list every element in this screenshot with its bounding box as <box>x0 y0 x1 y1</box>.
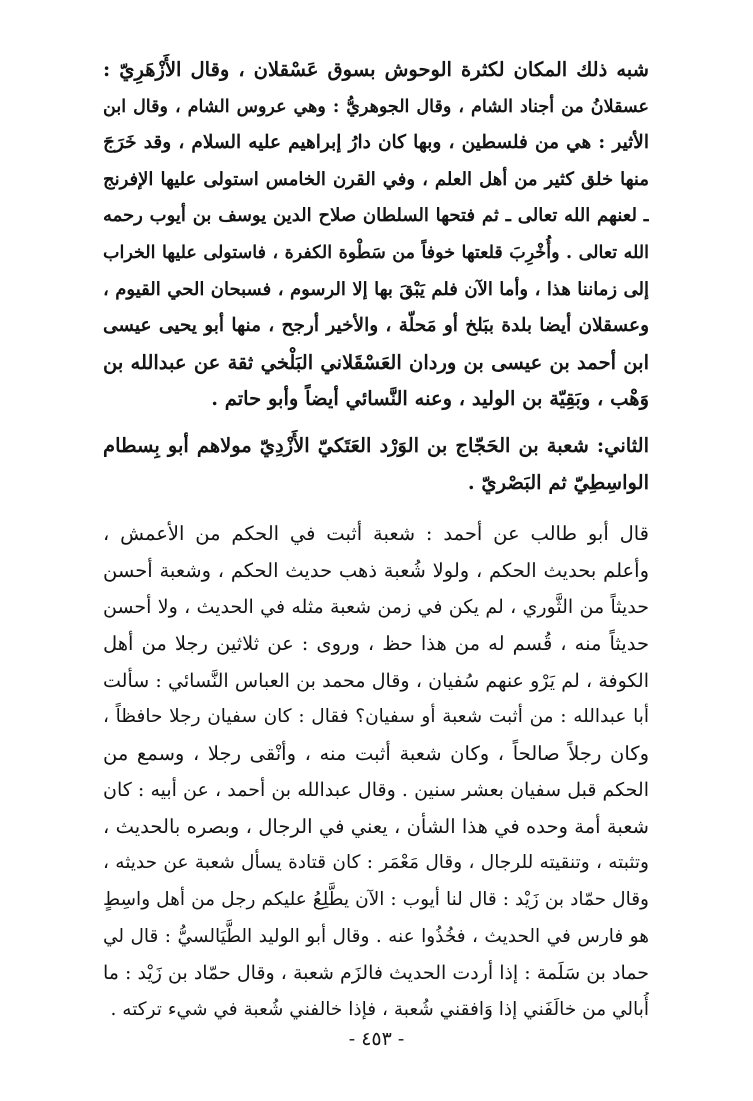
text-line: وتثبته ، وتنقيته للرجال ، وقال مَعْمَر : كان قتادة يسأل شعبة عن حديثه ، <box>103 852 649 874</box>
text-line: عسقلانُ من أجناد الشام ، وقال الجوهريُّ : وهي عروس الشام ، وقال ابن <box>103 96 649 117</box>
text-line: ـ لعنهم الله تعالى ـ ثم فتحها السلطان صلاح الدين يوسف بن أيوب رحمه <box>103 205 649 227</box>
text-line: وعسقلان أيضا بلدة ببَلخ أو مَحلّة ، والأخير أرجح ، منها أبو يحيى عيسى <box>103 315 649 337</box>
text-line: أبا عبدالله : من أثبت شعبة أو سفيان؟ فقال : كان سفيان رجلا حافظاً ، <box>103 706 649 728</box>
text-line: قال أبو طالب عن أحمد : شعبة أثبت في الحكم من الأعمش ، <box>103 522 649 546</box>
text-line: شعبة أمة وحده في هذا الشأن ، يعني في الرجال ، وبصره بالحديث ، <box>103 814 649 838</box>
paragraph-lead: الثاني <box>604 433 649 457</box>
paragraph-1 <box>103 52 649 418</box>
text-line: هو فارس في الحديث ، فخُذُوا عنه . وقال أبو الوليد الطَّيَالسيُّ : قال لي <box>103 925 649 947</box>
text-line: وقال حمّاد بن زَيْد : قال لنا أيوب : الآن يطَّلِعُ عليكم رجل من أهل واسِطٍ <box>103 889 649 911</box>
text-line: وأعلم بحديث الحكم ، ولولا شُعبة ذهب حديث الحكم ، وشعبة أحسن <box>103 558 649 582</box>
paragraph-3 <box>103 516 649 1028</box>
text-line: منها خلق كثير من أهل العلم ، وفي القرن الخامس استولى عليها الإفرنج <box>103 168 649 190</box>
text-line: الكوفة ، لم يَرْو عنهم سُفيان ، وقال محمد بن العباس النَّسائي : سألت <box>103 669 649 692</box>
text-line <box>103 428 649 465</box>
text-line: ابن أحمد بن عيسى بن وردان العَسْقَلاني البَلْخي ثقة عن عبدالله بن <box>103 350 649 374</box>
text-line: حماد بن سَلَمة : إذا أردت الحديث فالزَم شعبة ، وقال حمّاد بن زَيْد : ما <box>103 962 649 985</box>
text-line: وكان رجلاً صالحاً ، وكان شعبة أثبت منه ، وأنْقى رجلا ، وسمع من <box>103 741 649 765</box>
text-line: حديثاً من الثَّوري ، لم يكن في زمن شعبة مثله في الحديث ، ولا أحسن <box>103 596 649 619</box>
text-line: إلى زماننا هذا ، وأما الآن فلم يَبْقَ بها إلا الرسوم ، فسبحان الحي القيوم ، <box>103 278 649 300</box>
text-line: حديثاً منه ، قُسم له من هذا حظ ، وروى : عن ثلاثين رجلا من أهل <box>103 631 649 655</box>
page-number: - ٤٥٣ - <box>348 1028 405 1050</box>
text-line: الأثير : هي من فلسطين ، وبها كان دارُ إبراهيم عليه السلام ، وقد خَرَجَ <box>103 132 649 154</box>
text-line: شبه ذلك المكان لكثرة الوحوش بسوق عَسْقلان ، وقال الأَزْهَرِيّ : <box>103 58 649 81</box>
paragraph-2 <box>103 428 649 501</box>
text-line: وَهْب ، وبَقِيّة بن الوليد ، وعنه النَّسائي أيضاً وأبو حاتم . <box>211 387 649 411</box>
text-line: الله تعالى . وأُخْرِبَ قلعتها خوفاً من سَطْوة الكفرة ، فاستولى عليها الخراب <box>103 242 649 263</box>
text-segment: : شعبة بن الحَجّاج بن الوَرْد العَتَكيّ الأَزْدِيّ مولاهم أبو بِسطام <box>103 433 605 457</box>
text-line: الواسِطِيّ ثم البَصْريّ . <box>467 470 649 494</box>
text-line: الحكم قبل سفيان بعشر سنين . وقال عبدالله بن أحمد ، عن أبيه : كان <box>103 779 649 802</box>
text-line: أُبالي من خالَفَني إذا وَافقني شُعبة ، فإذا خالفني شُعبة في شيء تركته . <box>110 998 649 1020</box>
